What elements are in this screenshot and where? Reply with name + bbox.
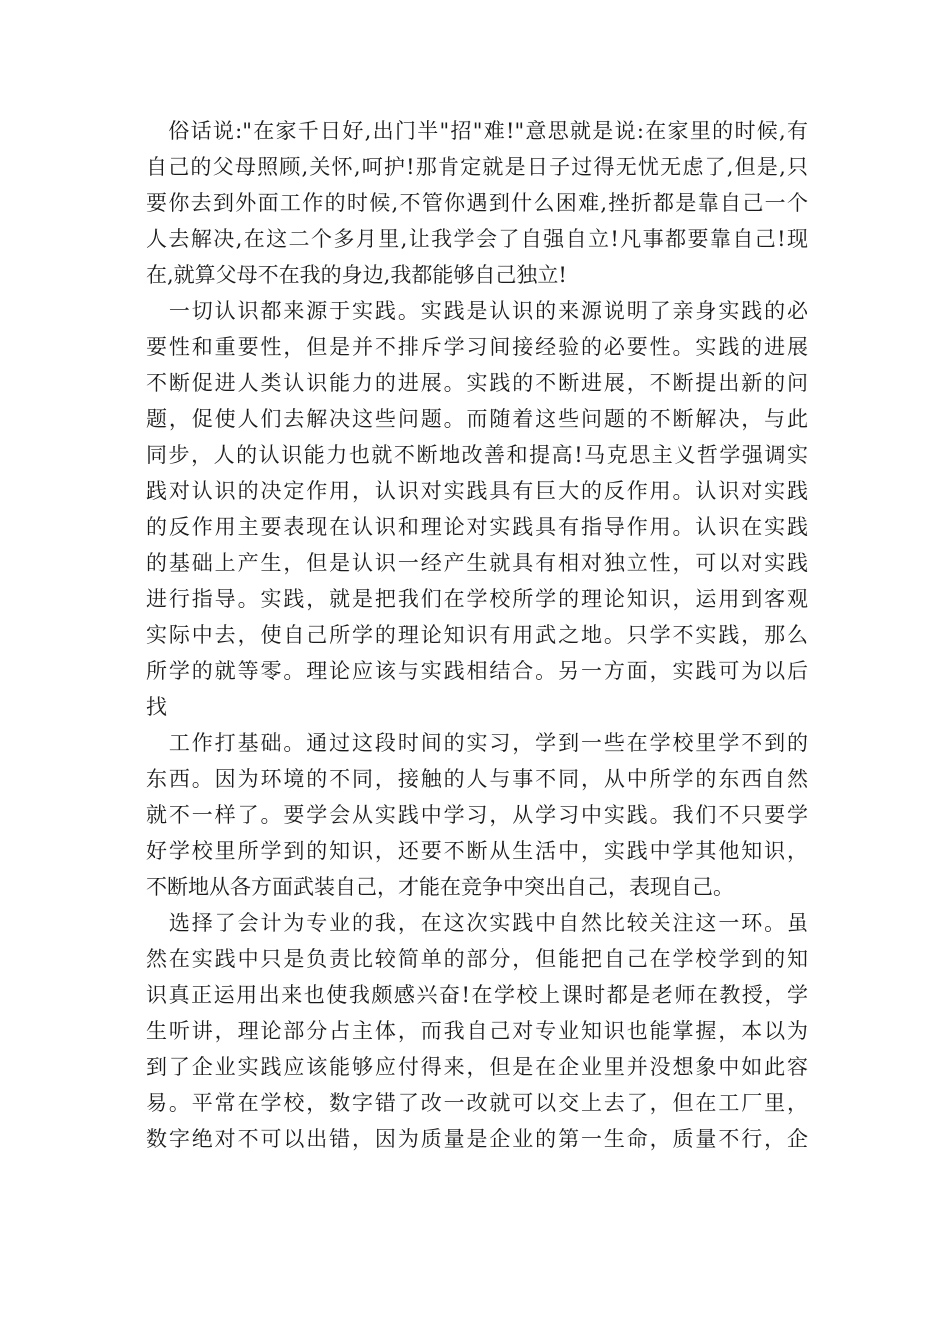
text-line: 践对认识的决定作用，认识对实践具有巨大的反作用。认识对实践: [146, 479, 808, 503]
text-line: 就不一样了。要学会从实践中学习，从学习中实践。我们不只要学: [146, 803, 808, 827]
paragraph-practice: [146, 293, 808, 725]
text-line: 题，促使人们去解决这些问题。而随着这些问题的不断解决，与此: [146, 407, 808, 431]
text-line: 要你去到外面工作的时候,不管你遇到什么困难,挫折都是靠自己一个: [146, 191, 808, 215]
text-line: 要性和重要性，但是并不排斥学习间接经验的必要性。实践的进展: [146, 335, 808, 359]
text-line: 选择了会计为专业的我，在这次实践中自然比较关注这一环。虽: [146, 911, 808, 935]
document-page: [146, 113, 808, 1157]
text-line: 到了企业实践应该能够应付得来，但是在企业里并没想象中如此容: [146, 1055, 808, 1079]
text-line: 不断促进人类认识能力的进展。实践的不断进展，不断提出新的问: [146, 371, 808, 395]
text-line: 一切认识都来源于实践。实践是认识的来源说明了亲身实践的必: [146, 299, 808, 323]
paragraph-proverb: [146, 113, 808, 293]
text-line: 实际中去，使自己所学的理论知识有用武之地。只学不实践，那么: [146, 623, 808, 647]
text-line: 工作打基础。通过这段时间的实习，学到一些在学校里学不到的: [146, 731, 808, 755]
text-line: 进行指导。实践，就是把我们在学校所学的理论知识，运用到客观: [146, 587, 808, 611]
paragraph-accounting: [146, 905, 808, 1157]
text-line: 识真正运用出来也使我颇感兴奋!在学校上课时都是老师在教授，学: [146, 983, 808, 1007]
paragraph-work-foundation: [146, 725, 808, 905]
text-line: 在,就算父母不在我的身边,我都能够自己独立!: [146, 263, 567, 287]
text-line: 不断地从各方面武装自己，才能在竞争中突出自己，表现自己。: [146, 875, 734, 899]
text-line: 自己的父母照顾,关怀,呵护!那肯定就是日子过得无忧无虑了,但是,只: [146, 155, 808, 179]
text-line: 的反作用主要表现在认识和理论对实践具有指导作用。认识在实践: [146, 515, 808, 539]
text-line: 人去解决,在这二个多月里,让我学会了自强自立!凡事都要靠自己!现: [146, 227, 808, 251]
text-line: 同步，人的认识能力也就不断地改善和提高!马克思主义哲学强调实: [146, 443, 808, 467]
text-line: 的基础上产生，但是认识一经产生就具有相对独立性，可以对实践: [146, 551, 808, 575]
text-line: 然在实践中只是负责比较简单的部分，但能把自己在学校学到的知: [146, 947, 808, 971]
text-line: 俗话说:"在家千日好,出门半"招"难!"意思就是说:在家里的时候,有: [146, 119, 808, 143]
text-line: 好学校里所学到的知识，还要不断从生活中，实践中学其他知识，: [146, 839, 808, 863]
text-line: 生听讲，理论部分占主体，而我自己对专业知识也能掌握，本以为: [146, 1019, 808, 1043]
text-line: 所学的就等零。理论应该与实践相结合。另一方面，实践可为以后: [146, 659, 808, 683]
text-line: 易。平常在学校，数字错了改一改就可以交上去了，但在工厂里，: [146, 1091, 808, 1115]
text-line: 数字绝对不可以出错，因为质量是企业的第一生命，质量不行，企: [146, 1127, 808, 1151]
text-line: 找: [146, 695, 167, 719]
text-line: 东西。因为环境的不同，接触的人与事不同，从中所学的东西自然: [146, 767, 808, 791]
